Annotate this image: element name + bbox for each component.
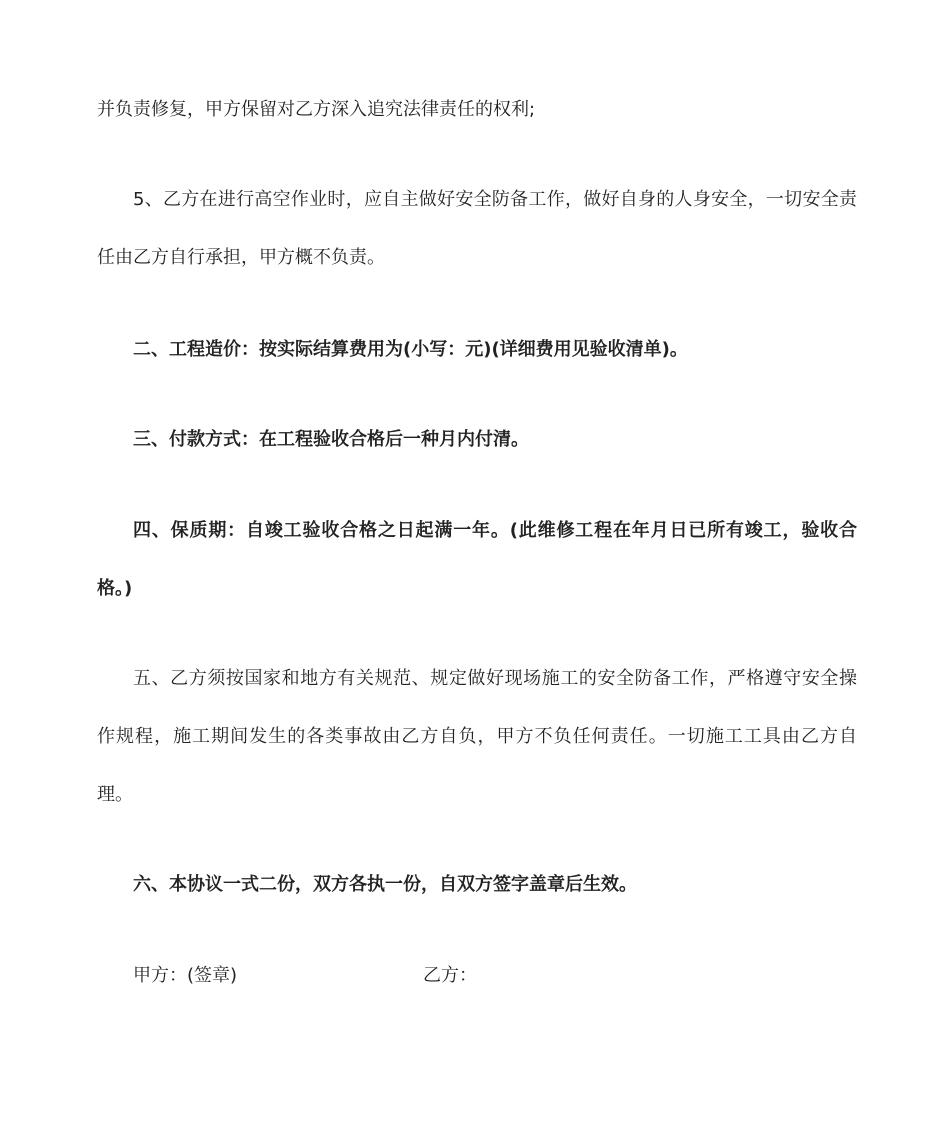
section-3-heading: 三、付款方式：在工程验收合格后一种月内付清。 bbox=[133, 429, 529, 450]
clause-5-line-1: 5、乙方在进行高空作业时，应自主做好安全防备工作，做好自身的人身安全，一切安全责 bbox=[133, 189, 857, 210]
section-4-line-2: 格。) bbox=[97, 578, 133, 599]
section-2-heading: 二、工程造价：按实际结算费用为(小写：元)(详细费用见验收清单)。 bbox=[133, 339, 688, 360]
party-a-signature-label: 甲方：(签章) bbox=[133, 965, 238, 986]
section-5-line-1: 五、乙方须按国家和地方有关规范、规定做好现场施工的安全防备工作，严格遵守安全操 bbox=[133, 668, 857, 689]
clause-5-line-2: 任由乙方自行承担，甲方概不负责。 bbox=[97, 247, 385, 268]
section-5-line-3: 理。 bbox=[97, 784, 133, 805]
paragraph-continuation-line: 并负责修复，甲方保留对乙方深入追究法律责任的权利; bbox=[97, 99, 536, 120]
section-4-line-1: 四、保质期：自竣工验收合格之日起满一年。(此维修工程在年月日已所有竣工，验收合 bbox=[133, 520, 857, 541]
section-5-line-2: 作规程，施工期间发生的各类事故由乙方自负，甲方不负任何责任。一切施工工具由乙方自 bbox=[97, 726, 857, 747]
section-6-heading: 六、本协议一式二份，双方各执一份，自双方签字盖章后生效。 bbox=[133, 874, 637, 895]
party-b-signature-label: 乙方： bbox=[423, 965, 477, 986]
